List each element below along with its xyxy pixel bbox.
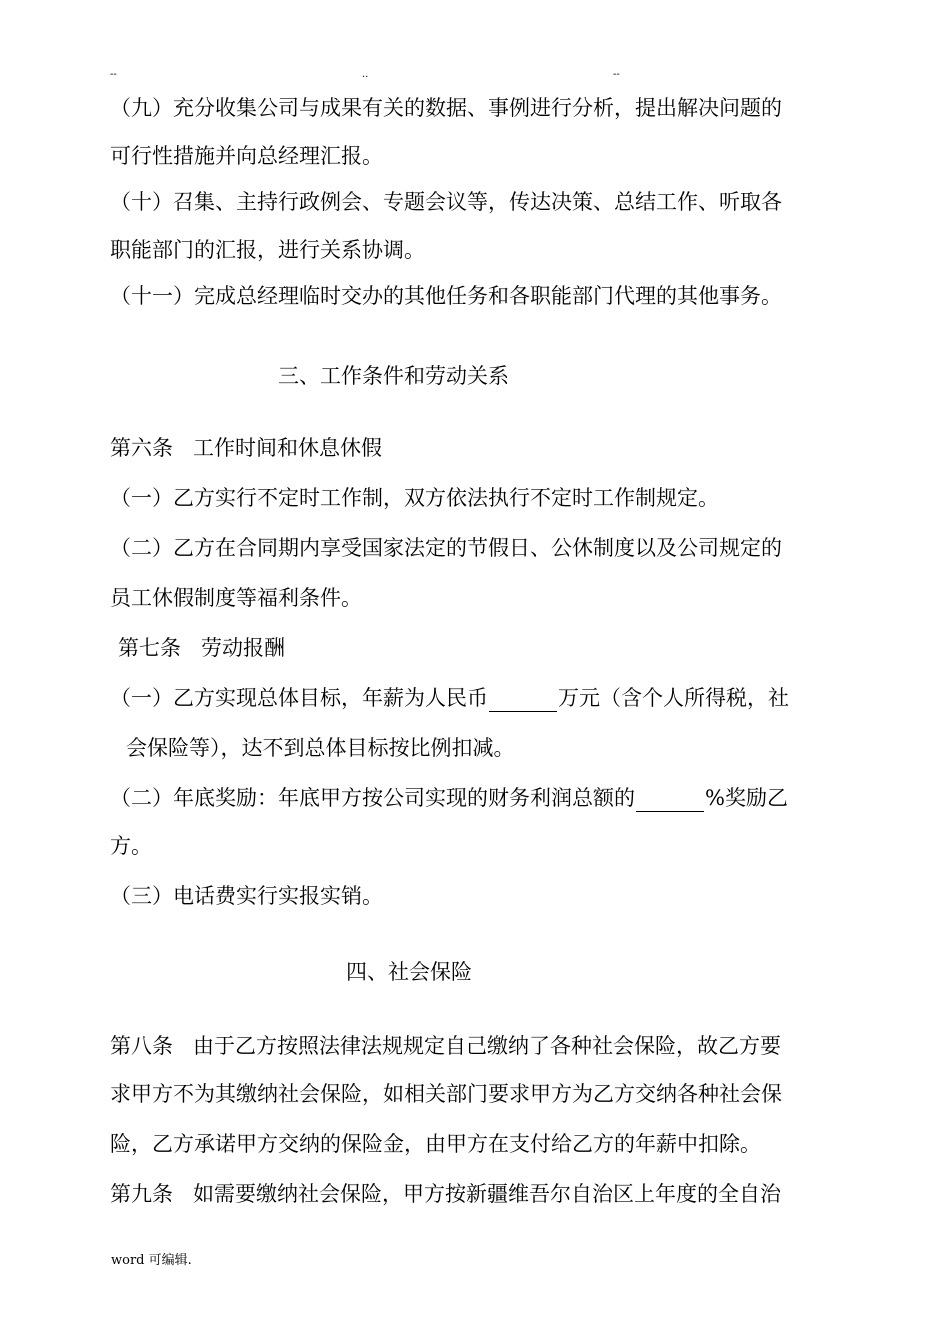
salary-blank-field xyxy=(489,689,557,712)
paragraph-line: 员工休假制度等福利条件。 xyxy=(110,586,362,610)
paragraph-line: 会保险等），达不到总体目标按比例扣减。 xyxy=(126,736,515,760)
article-number: 第八条 xyxy=(110,1034,173,1058)
footer-note: word 可编辑. xyxy=(111,1253,192,1268)
article-title: 劳动报酬 xyxy=(201,636,285,660)
header-mark-left: -- xyxy=(110,69,117,80)
header-mark-right: -- xyxy=(613,69,620,80)
paragraph-line: （十）召集、主持行政例会、专题会议等，传达决策、总结工作、听取各 xyxy=(110,190,782,214)
article-6-heading xyxy=(110,434,382,462)
header-mark-middle: .. xyxy=(362,69,369,80)
paragraph-line: 险，乙方承诺甲方交纳的保险金，由甲方在支付给乙方的年薪中扣除。 xyxy=(110,1132,761,1156)
section-heading-3: 三、工作条件和劳动关系 xyxy=(278,364,509,388)
bonus-text-after: %奖励乙 xyxy=(705,786,788,810)
article-number: 第七条 xyxy=(118,636,181,660)
paragraph-line: （一）乙方实行不定时工作制，双方依法执行不定时工作制规定。 xyxy=(110,486,719,510)
paragraph-line: 可行性措施并向总经理汇报。 xyxy=(110,144,383,168)
paragraph-line: 方。 xyxy=(110,834,152,858)
paragraph-line xyxy=(110,684,789,712)
article-title: 工作时间和休息休假 xyxy=(193,436,382,460)
salary-text-after: 万元（含个人所得税，社 xyxy=(558,686,789,710)
article-text: 由于乙方按照法律法规规定自己缴纳了各种社会保险，故乙方要 xyxy=(193,1034,781,1058)
article-number: 第九条 xyxy=(110,1182,173,1206)
paragraph-line: （三）电话费实行实报实销。 xyxy=(110,884,383,908)
paragraph-line: 职能部门的汇报，进行关系协调。 xyxy=(110,238,425,262)
salary-text-before: （一）乙方实现总体目标，年薪为人民币 xyxy=(110,686,488,710)
article-text: 如需要缴纳社会保险，甲方按新疆维吾尔自治区上年度的全自治 xyxy=(193,1182,781,1206)
article-9-line xyxy=(110,1180,781,1208)
paragraph-line: （九）充分收集公司与成果有关的数据、事例进行分析，提出解决问题的 xyxy=(110,96,782,120)
article-8-line xyxy=(110,1032,781,1060)
paragraph-line: （二）乙方在合同期内享受国家法定的节假日、公休制度以及公司规定的 xyxy=(110,536,782,560)
article-number: 第六条 xyxy=(110,436,173,460)
bonus-text-before: （二）年底奖励：年底甲方按公司实现的财务利润总额的 xyxy=(110,786,635,810)
article-7-heading xyxy=(118,634,285,662)
paragraph-line: （十一）完成总经理临时交办的其他任务和各职能部门代理的其他事务。 xyxy=(110,284,782,308)
paragraph-line xyxy=(110,784,788,812)
paragraph-line: 求甲方不为其缴纳社会保险，如相关部门要求甲方为乙方交纳各种社会保 xyxy=(110,1082,782,1106)
bonus-blank-field xyxy=(636,789,704,812)
section-heading-4: 四、社会保险 xyxy=(346,960,472,984)
